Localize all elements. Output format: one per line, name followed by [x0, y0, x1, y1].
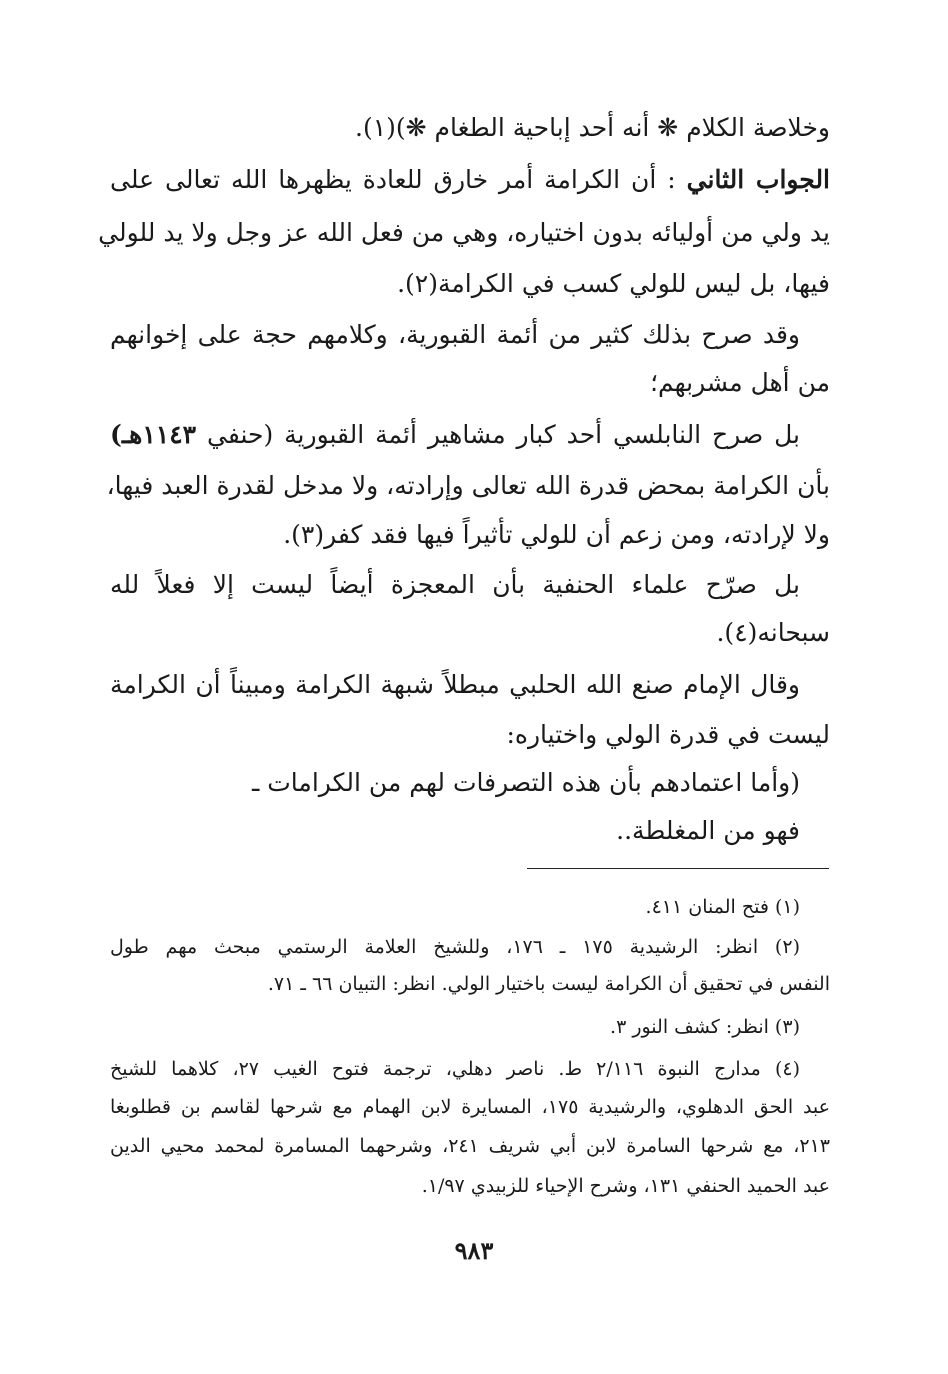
footnote-1: (١) فتح المنان ٤١١.: [645, 896, 800, 918]
body-line-1: وخلاصة الكلام ❋ أنه أحد إباحية الطغام ❋)(١).: [355, 113, 830, 142]
footnote-4-line-4: عبد الحميد الحنفي ١٣١، وشرح الإحياء للزبيدي ١/٩٧.: [421, 1175, 830, 1197]
body-line-4: فيها، بل ليس للولي كسب في الكرامة(٢).: [397, 269, 830, 298]
body-line-10: بل صرّح علماء الحنفية بأن المعجزة أيضاً ليست إلا فعلاً لله: [110, 570, 800, 599]
footnote-2-line-2: النفس في تحقيق أن الكرامة ليست باختيار الولي. انظر: التبيان ٦٦ ـ ٧١.: [267, 973, 830, 995]
body-line-8: بأن الكرامة بمحض قدرة الله تعالى وإرادته، ولا مدخل لقدرة العبد فيها،: [106, 471, 830, 500]
body-line-9: ولا لإرادته، ومن زعم أن للولي تأثيراً فيها فقد كفر(٣).: [283, 520, 830, 549]
body-line-13: ليست في قدرة الولي واختياره:: [506, 720, 830, 749]
footnote-2-line-1: (٢) انظر: الرشيدية ١٧٥ ـ ١٧٦، وللشيخ العلامة الرستمي مبحث مهم طول: [110, 936, 800, 958]
section-heading: الجواب الثاني: [686, 165, 831, 194]
body-line-2-text: : أن الكرامة أمر خارق للعادة يظهرها الله تعالى على: [110, 165, 676, 194]
hijri-year: ١١٤٣هـ): [110, 420, 197, 449]
footnote-4-line-3: ٢١٣، مع شرحها السامرة لابن أبي شريف ٢٤١، وشرحهما المسامرة لمحمد محيي الدين: [110, 1135, 830, 1157]
quote-line-1: (وأما اعتمادهم بأن هذه التصرفات لهم من الكرامات ـ: [252, 768, 800, 797]
body-line-6: من أهل مشربهم؛: [650, 368, 830, 397]
body-line-3: يد ولي من أوليائه بدون اختياره، وهي من فعل الله عز وجل ولا يد للولي: [98, 218, 830, 247]
quote-line-2: فهو من المغلطة..: [616, 816, 800, 845]
body-line-2: [110, 163, 830, 197]
page-number: ٩٨٣: [454, 1236, 494, 1265]
footnote-4-line-1: (٤) مدارج النبوة ٢/١١٦ ط. ناصر دهلي، ترجمة فتوح الغيب ٢٧، كلاهما للشيخ: [110, 1058, 800, 1080]
body-line-7-text: بل صرح النابلسي أحد كبار مشاهير أئمة القبورية (حنفي: [206, 420, 801, 449]
footnote-4-line-2: عبد الحق الدهلوي، والرشيدية ١٧٥، المسايرة لابن الهمام مع شرحها لقاسم بن قطلوبغا: [110, 1096, 830, 1118]
footnote-3: (٣) انظر: كشف النور ٣.: [610, 1016, 800, 1038]
body-line-11: سبحانه(٤).: [716, 618, 830, 647]
body-line-7: [110, 418, 800, 452]
footnote-separator: [527, 868, 829, 869]
body-line-12: وقال الإمام صنع الله الحلبي مبطلاً شبهة الكرامة ومبيناً أن الكرامة: [110, 670, 800, 699]
body-line-5: وقد صرح بذلك كثير من أئمة القبورية، وكلامهم حجة على إخوانهم: [110, 320, 800, 349]
